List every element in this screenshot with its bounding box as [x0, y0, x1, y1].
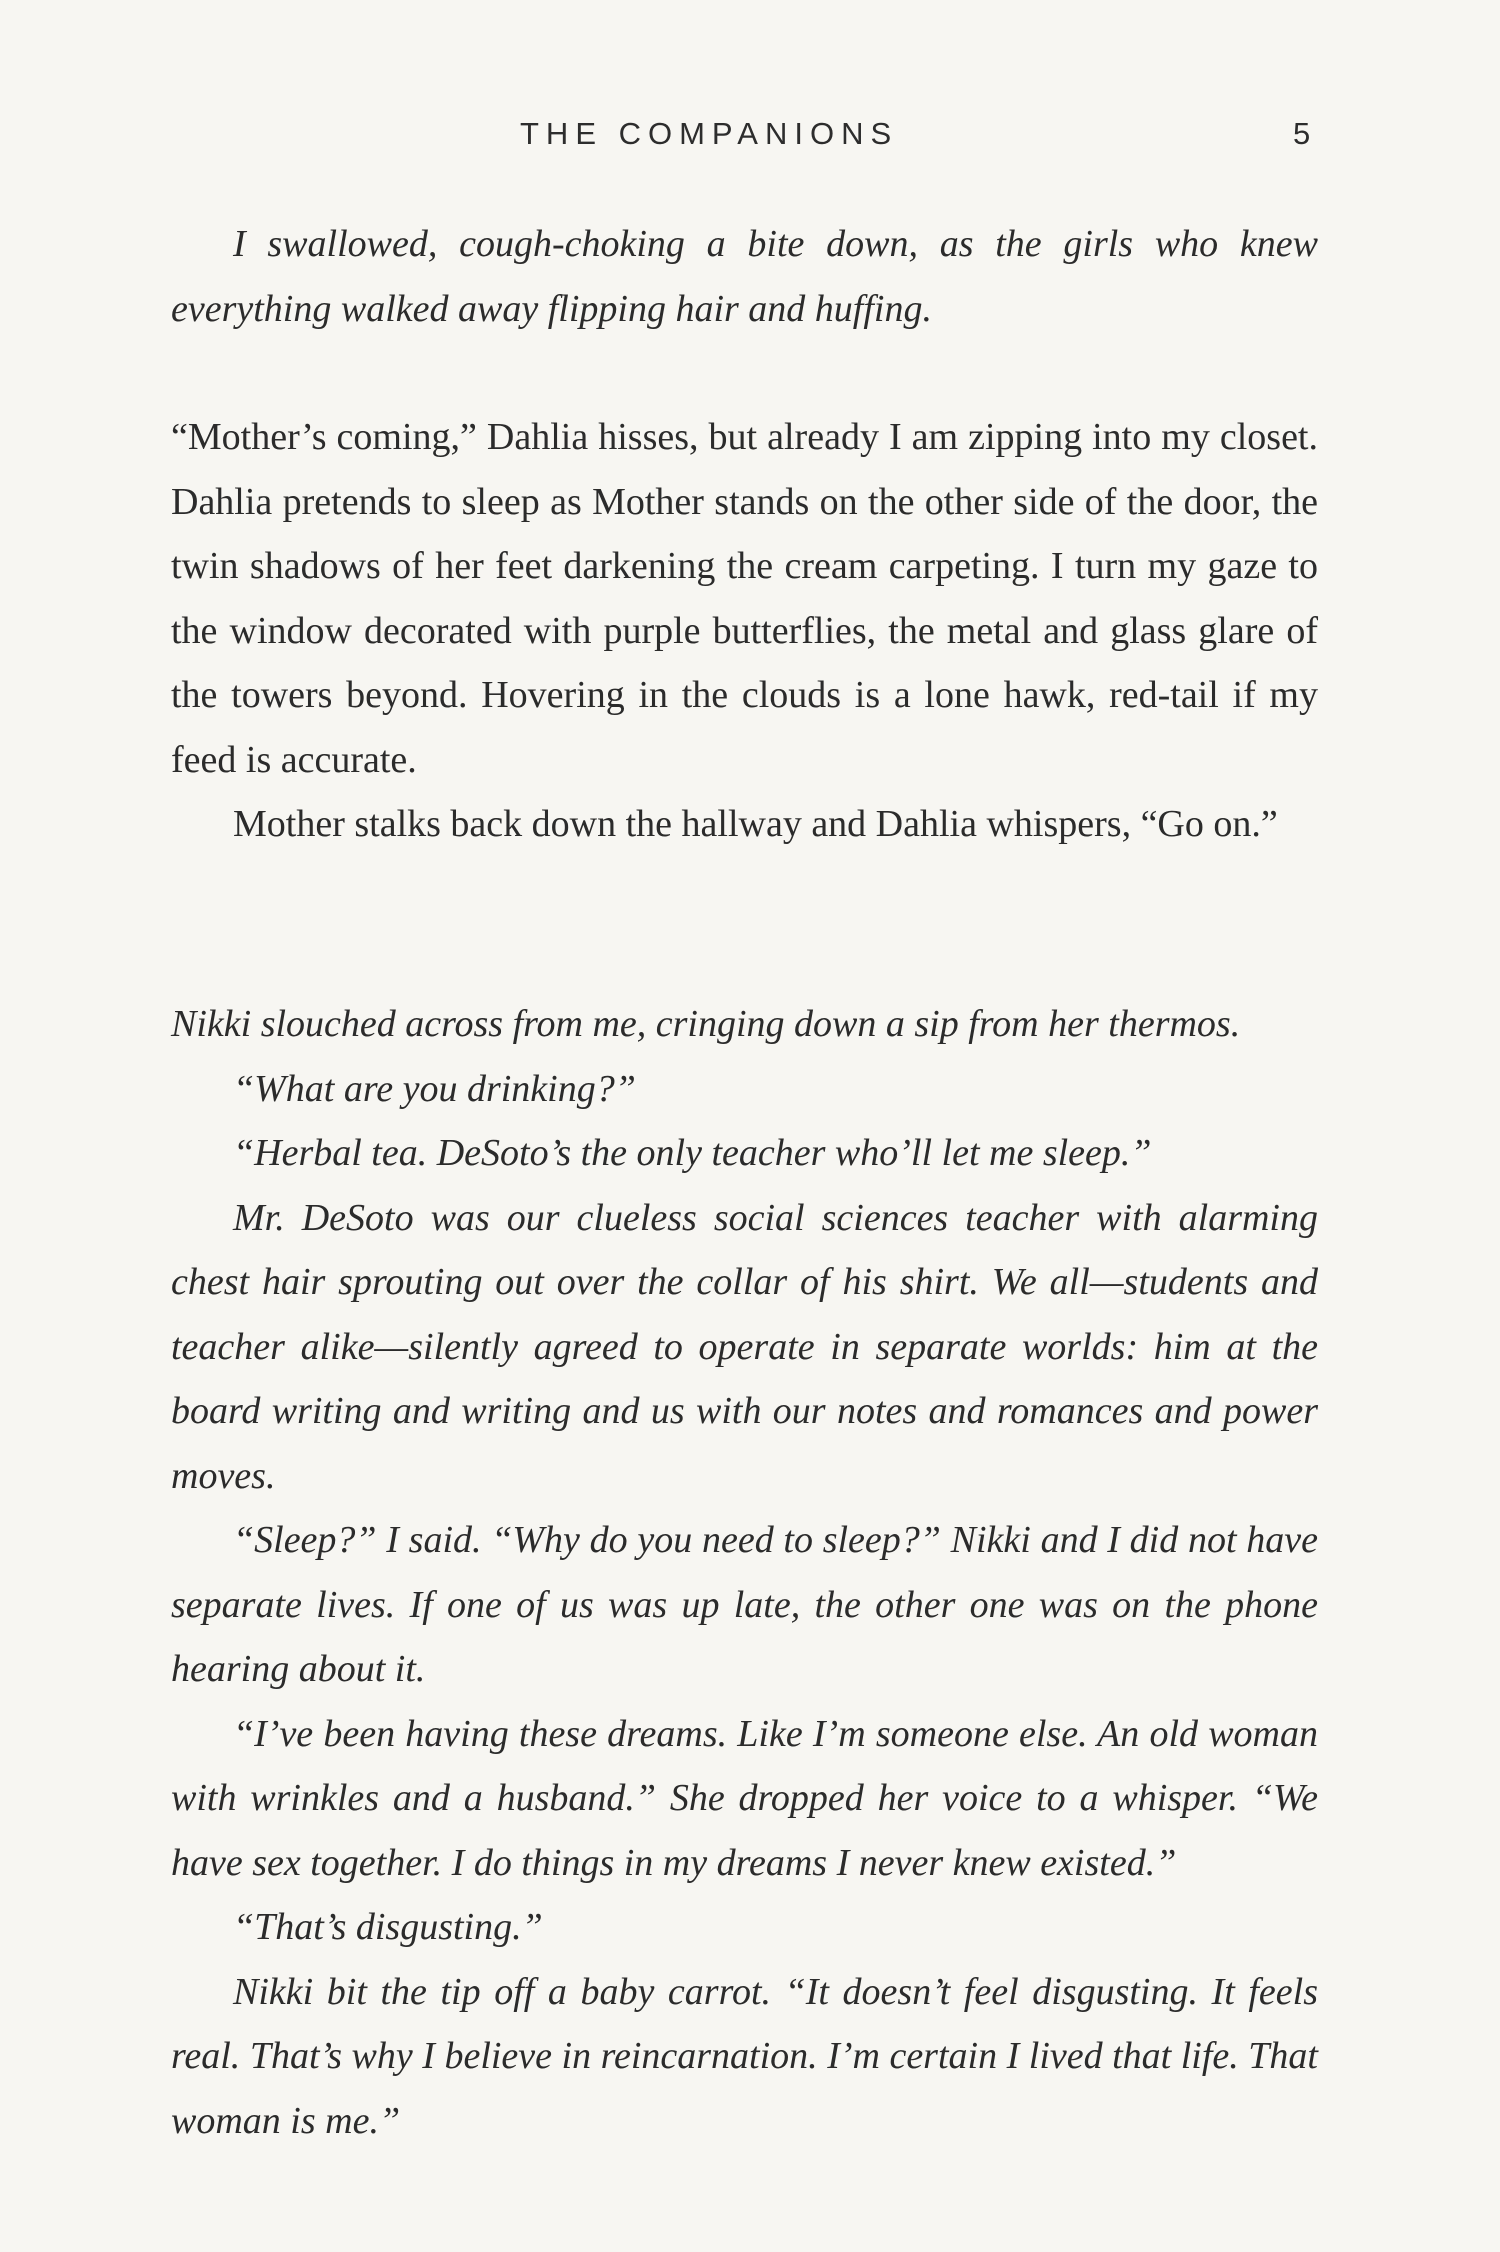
paragraph: I swallowed, cough-choking a bite down, as the girls who knew everything walked away flipping hair and huffing.: [171, 223, 1318, 330]
italic-flashback-passage: [171, 212, 1318, 341]
paragraph: “That’s disgusting.”: [233, 1906, 543, 1948]
paragraph: “Herbal tea. DeSoto’s the only teacher who’ll let me sleep.”: [233, 1132, 1152, 1174]
running-title: THE COMPANIONS: [520, 116, 899, 151]
page-number: 5: [1293, 116, 1311, 151]
running-head: [0, 116, 1500, 160]
paragraph: “I’ve been having these dreams. Like I’m someone else. An old woman with wrinkles and a husband.” She dropped her voice to a whisper. “We have sex together. I do things in my dreams I never knew existed.”: [171, 1712, 1318, 1884]
italic-memory-passage: [171, 992, 1318, 2153]
present-tense-passage: [171, 405, 1318, 857]
paragraph: Mr. DeSoto was our clueless social sciences teacher with alarming chest hair sprouting out over the collar of his shirt. We all—students and teacher alike—silently agreed to operate in separate worlds: him at the board writing and writing and us with our notes and romances and power moves.: [171, 1196, 1318, 1497]
paragraph: “Mother’s coming,” Dahlia hisses, but already I am zipping into my closet. Dahlia pretends to sleep as Mother stands on the other side of the door, the twin shadows of her feet darkening the cream carpeting. I turn my gaze to the window decorated with purple butterflies, the metal and glass glare of the towers beyond. Hovering in the clouds is a lone hawk, red-tail if my feed is accurate.: [171, 416, 1318, 781]
paragraph: Mother stalks back down the hallway and Dahlia whispers, “Go on.”: [233, 803, 1278, 845]
paragraph: “Sleep?” I said. “Why do you need to sleep?” Nikki and I did not have separate lives. If one of us was up late, the other one was on the phone hearing about it.: [171, 1519, 1318, 1690]
paragraph: Nikki slouched across from me, cringing down a sip from her thermos.: [171, 1003, 1241, 1045]
paragraph: “What are you drinking?”: [233, 1067, 636, 1110]
paragraph: Nikki bit the tip off a baby carrot. “It doesn’t feel disgusting. It feels real. That’s why I believe in reincarnation. I’m certain I lived that life. That woman is me.”: [171, 1970, 1318, 2142]
